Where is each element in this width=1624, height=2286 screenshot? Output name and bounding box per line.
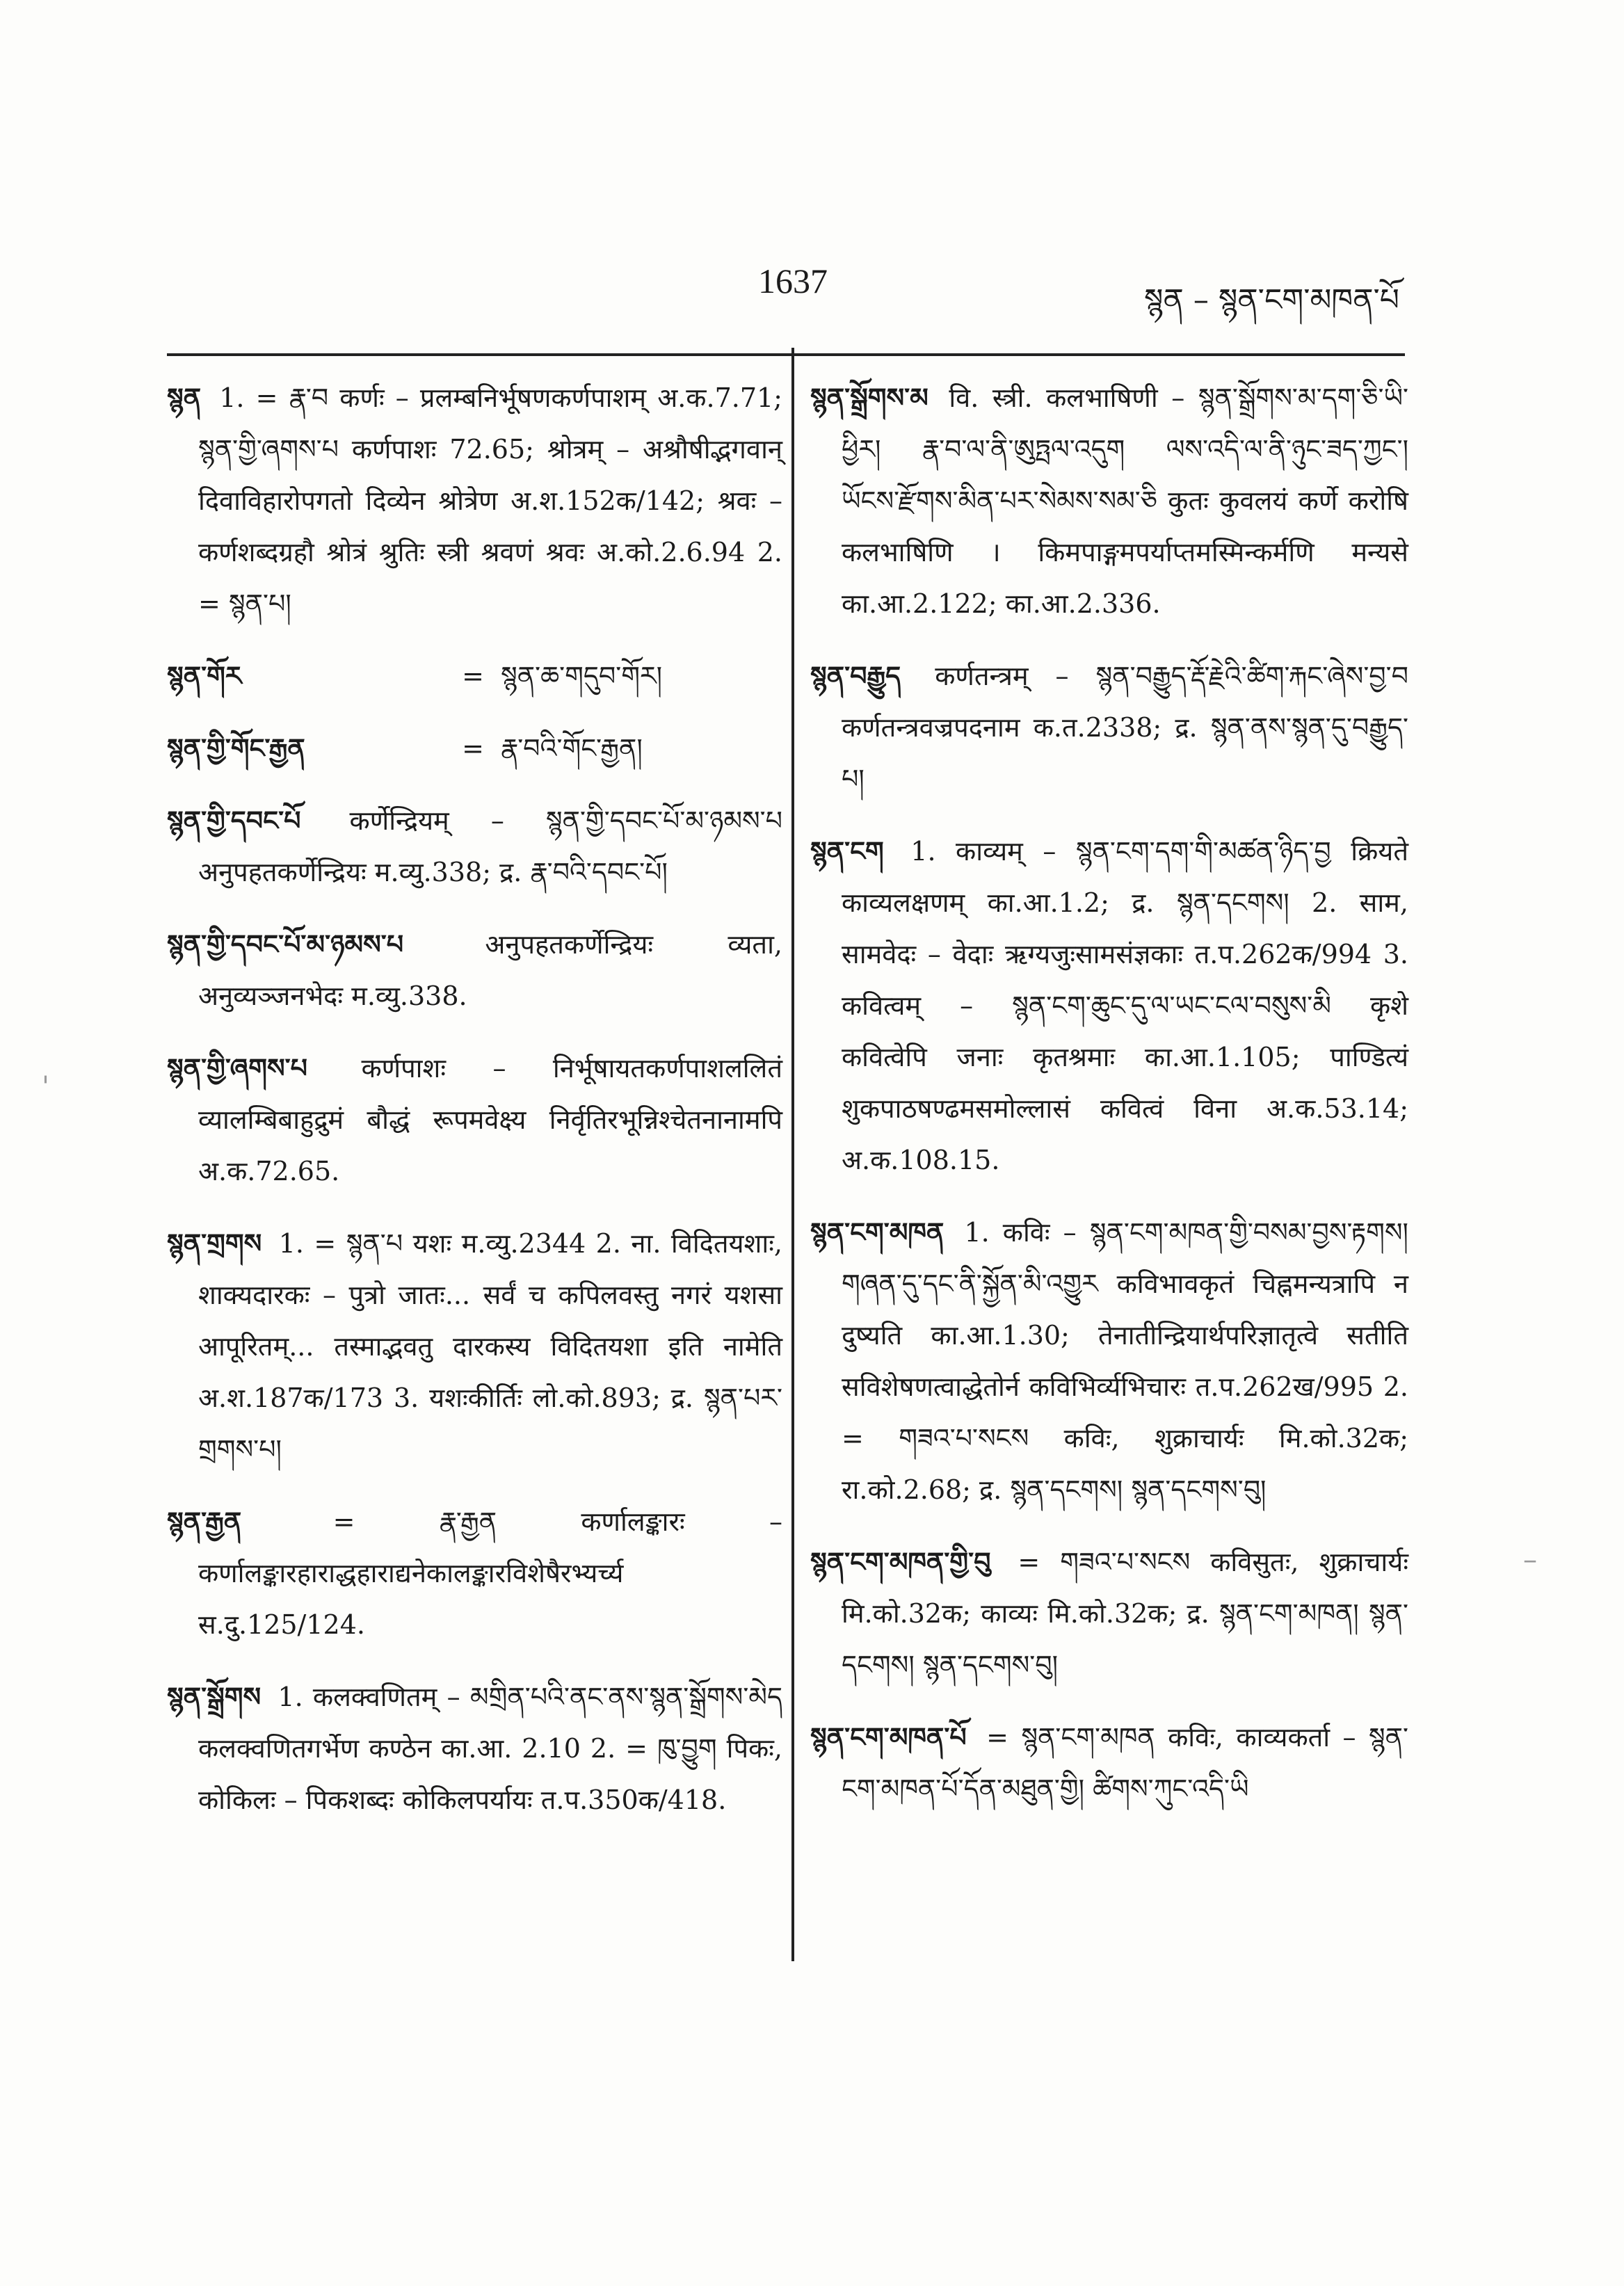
dictionary-entry — [810, 650, 1408, 805]
dictionary-entry — [167, 372, 782, 629]
dictionary-entry — [167, 1496, 782, 1650]
running-head: སྙན – སྙན་ངག་མཁན་པོ — [1144, 282, 1399, 318]
entry-headword: སྙན་རྒྱན — [167, 1506, 242, 1537]
entry-body: 1. कविः – སྙན་ངག་མཁན་གྱི་བསམ་བྱས་རྟགས། གཞན་དུ་དང་ནི་སྐྱོན་མི་འགྱུར कविभावकृतं चिह्नमन्यत्रापि न दुष्यति का.आ.1.30; तेनातीन्द्रियार्थपरिज्ञातृत्वे सतीति सविशेषणत्वाद्धेतोर्न कविभिर्व्यभिचारः त.प.262ख/995 2. = གཟའ་པ་སངས कविः, शुक्राचार्यः मि.को.32क; रा.को.2.68; द्र. སྙན་དངགས། སྙན་དངགས་བུ། — [842, 1217, 1408, 1505]
entry-body: अनुपहतकर्णेन्द्रियः व्यता, अनुव्यञ्जनभेदः म.व्यु.338. — [198, 929, 782, 1011]
entry-headword: སྙན་གྱི་དབང་པོ་མ་ཉམས་པ — [167, 928, 404, 960]
entry-body: 1. काव्यम् – སྙན་ངག་དག་གི་མཚན་ཉིད་བྱ क्रियते काव्यलक्षणम् का.आ.1.2; द्र. སྙན་དངགས། 2. साम, सामवेदः – वेदाः ऋग्यजुःसामसंज्ञकाः त.प.262क/994 3. कवित्वम् – སྙན་ངག་ཆུང་དུ་ལ་ཡང་ངལ་བསུས་མི कृशे कवित्वेपि जनाः कृतश्रमाः का.आ.1.105; पाण्डित्यं शुकपाठषण्ढमसमोल्लासं कवित्वं विना अ.क.53.14; अ.क.108.15. — [842, 836, 1408, 1175]
entry-value: རྣ་བའི་གོང་རྒྱན། — [501, 733, 643, 764]
entry-headword: སྙན་སྒྲོགས — [167, 1681, 262, 1712]
entry-body: कर्णेन्द्रियम् – སྙན་གྱི་དབང་པོ་མ་ཉམས་པ अनुपहतकर्णेन्द्रियः म.व्यु.338; द्र. རྣ་བའི་དབང་པོ། — [198, 805, 782, 887]
entry-equals: = — [462, 733, 484, 764]
entry-body: = རྣ་རྒྱན कर्णालङ्कारः – कर्णालङ्कारहाराद्धहाराद्यनेकालङ्कारविशेषैरभ्यर्च्य स.दु.125/124. — [198, 1506, 782, 1640]
dictionary-entry — [167, 919, 782, 1022]
dictionary-entry — [167, 723, 782, 774]
margin-mark: ' — [42, 1071, 49, 1103]
entry-headword: སྙན་སྒྲོགས་མ — [810, 382, 928, 413]
header-rule — [167, 353, 1405, 356]
entry-headword: སྙན་ངག — [810, 835, 884, 867]
dictionary-entry — [167, 650, 782, 702]
entry-body: 1. कलक्वणितम् – མགྲིན་པའི་ནང་ནས་སྙན་སྒྲོགས་མེད कलक्वणितगर्भेण कण्ठेन का.आ. 2.10 2. = ཁུ་བྱུག पिकः, कोकिलः – पिकशब्दः कोकिलपर्यायः त.प.350क/418. — [198, 1682, 782, 1815]
dictionary-entry — [167, 795, 782, 898]
entry-headword: སྙན་གོར — [167, 660, 242, 691]
entry-headword: སྙན་ངག་མཁན་པོ — [810, 1721, 967, 1753]
entry-headword: སྙན་ངག་མཁན་གྱི་བུ — [810, 1546, 991, 1577]
dictionary-entry — [167, 1218, 782, 1475]
left-column — [167, 372, 782, 1846]
column-divider — [791, 348, 794, 1961]
entry-body: 1. = སྙན་པ यशः म.व्यु.2344 2. ना. विदितयशाः, शाक्यदारकः – पुत्रो जातः... सर्वं च कपिलवस्तु नगरं यशसा आपूरितम्... तस्माद्भवतु दारकस्य विदितयशा इति नामेति अ.श.187क/173 3. यशःकीर्तिः लो.को.893; द्र. སྙན་པར་གྲགས་པ། — [198, 1228, 782, 1465]
entry-equals: = — [462, 661, 484, 691]
entry-body: = གཟའ་པ་སངས कविसुतः, शुक्राचार्यः मि.को.32क; काव्यः मि.को.32क; द्र. སྙན་ངག་མཁན། སྙན་དངགས། སྙན་དངགས་བུ། — [842, 1547, 1408, 1680]
dictionary-entry — [810, 1712, 1408, 1814]
dictionary-entry — [810, 1207, 1408, 1515]
entry-body: 1. = རྣ་བ कर्णः – प्रलम्बनिर्भूषणकर्णपाशम् अ.क.7.71; སྙན་གྱི་ཞགས་པ कर्णपाशः 72.65; श्रोत्रम् – अश्रौषीद्भगवान् दिवाविहारोपगतो दिव्येन श्रोत्रेण अ.श.152क/142; श्रवः – कर्णशब्दग्रहौ श्रोत्रं श्रुतिः स्त्री श्रवणं श्रवः अ.को.2.6.94 2. = སྙན་པ། — [198, 383, 782, 619]
entry-body: = སྙན་ངག་མཁན कविः, काव्यकर्ता – སྙན་ངག་མཁན་པོ་དོན་མཐུན་གྱི། ཚིགས་ཀུང་འདི་ཡི — [842, 1722, 1408, 1804]
entry-headword: སྙན་གྱི་དབང་པོ — [167, 805, 301, 836]
margin-mark: – — [1523, 1544, 1537, 1576]
dictionary-entry — [810, 826, 1408, 1186]
entry-headword: སྙན་གྱི་ཞགས་པ — [167, 1052, 308, 1084]
entry-body: कर्णपाशः – निर्भूषायतकर्णपाशललितं व्यालम्बिबाहुद्रुमं बौद्धं रूपमवेक्ष्य निर्वृतिरभून्निश्चेतनानामपि अ.क.72.65. — [198, 1053, 782, 1186]
right-column — [810, 372, 1408, 1835]
entry-body: वि. स्त्री. कलभाषिणी – སྙན་སྒྲོགས་མ་དག་ཅི་ཡི་ཕྱིར། རྣ་བ་ལ་ནི་ཨུཏྤལ་འདུག ལས་འདི་ལ་ནི་ཉུང་ཟད་ཀྱང་། ཡོངས་རྫོགས་མིན་པར་སེམས་སམ་ཅི कुतः कुवलयं कर्णे करोषि कलभाषिणि । किमपाङ्गमपर्याप्तमस्मिन्कर्मणि मन्यसे का.आ.2.122; का.आ.2.336. — [842, 383, 1408, 619]
page-number: 1637 — [758, 261, 828, 300]
entry-headword: སྙན་གྲགས — [167, 1227, 262, 1259]
dictionary-entry — [810, 372, 1408, 629]
dictionary-entry — [167, 1043, 782, 1197]
entry-headword: སྙན་ངག་མཁན — [810, 1216, 944, 1248]
entry-body: कर्णतन्त्रम् – སྙན་བརྒྱུད་རྡོ་རྗེའི་ཚིག་རྐང་ཞེས་བྱ་བ कर्णतन्त्रवज्रपदनाम क.त.2338; द्र. སྙན་ནས་སྙན་དུ་བརྒྱུད་པ། — [842, 661, 1408, 794]
dictionary-entry — [810, 1536, 1408, 1691]
entry-headword: སྙན — [167, 382, 202, 413]
entry-headword: སྙན་གྱི་གོང་རྒྱན — [167, 732, 305, 764]
entry-value: སྙན་ཆ་གདུབ་གོར། — [501, 661, 663, 691]
dictionary-entry — [167, 1671, 782, 1826]
entry-headword: སྙན་བརྒྱུད — [810, 660, 901, 691]
